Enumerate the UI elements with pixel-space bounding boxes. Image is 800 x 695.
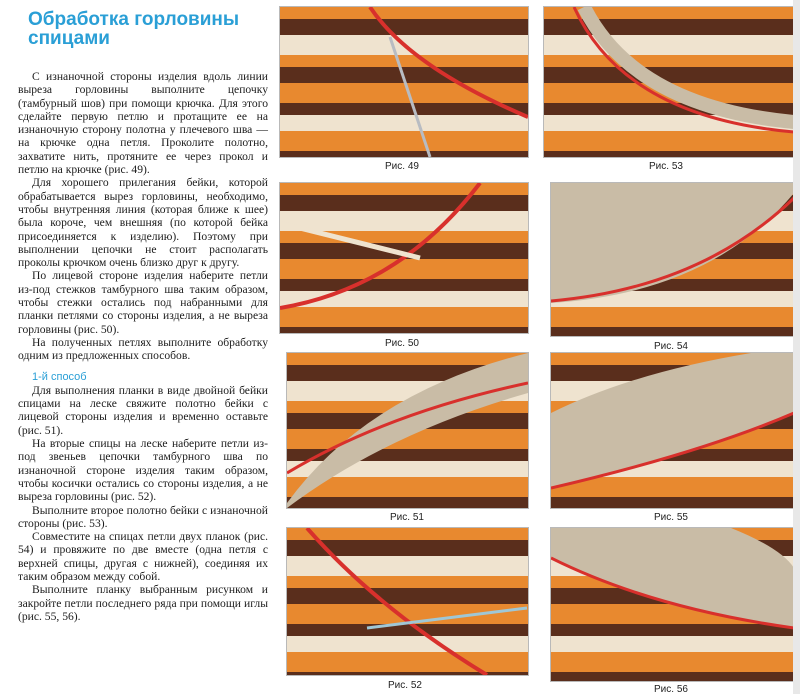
page-edge — [793, 0, 800, 694]
knit-stripe — [280, 115, 528, 131]
article-body — [18, 70, 268, 623]
caption-fig49: Рис. 49 — [385, 161, 419, 172]
knit-stripe — [280, 307, 528, 327]
knit-stripe — [280, 211, 528, 231]
knit-stripe — [280, 259, 528, 279]
knit-stripe — [551, 624, 794, 636]
paragraph: Совместите на спицах петли двух планок (рис. 54) и провяжите по две вместе (одна петля с верхней спицы, другая с нижней), соединяя их таким образом между собой. — [18, 530, 268, 583]
knit-stripe — [544, 151, 794, 157]
knit-stripe — [287, 576, 528, 588]
knit-photo-fig55-svg — [551, 353, 794, 508]
knit-photo-fig50-svg — [280, 183, 528, 333]
photo-fig56 — [550, 527, 795, 682]
knit-stripe — [551, 327, 794, 336]
knit-stripe — [544, 55, 794, 67]
knit-stripe — [280, 7, 528, 19]
knit-stripes — [287, 528, 528, 675]
paragraph: Для хорошего прилегания бейки, которой обрабатывается вырез горловины, необходимо, чтобы внутренняя линия (которая ближе к шее) была короче, чем внешняя (по которой бейка присоединяется к изделию). Поэтому при выполнении цепочки не стоит располагать проколы крючком очень близко друг к другу. — [18, 176, 268, 270]
photo-fig53 — [543, 6, 795, 158]
knit-stripe — [280, 279, 528, 291]
knit-stripe — [551, 497, 794, 508]
knit-stripe — [287, 556, 528, 576]
photo-fig54 — [550, 182, 795, 337]
knit-stripe — [551, 652, 794, 672]
knit-stripe — [551, 307, 794, 327]
knit-stripe — [280, 55, 528, 67]
photo-fig50 — [279, 182, 529, 334]
caption-fig56: Рис. 56 — [654, 684, 688, 695]
photo-fig55 — [550, 352, 795, 509]
knit-stripe — [544, 35, 794, 55]
paragraph: Выполните планку выбранным рисунком и закройте петли последнего ряда при помощи иглы (рис. 55, 56). — [18, 583, 268, 623]
knit-photo-fig54-svg — [551, 183, 794, 336]
knit-stripe — [287, 449, 528, 461]
knit-photo-fig56-svg — [551, 528, 794, 681]
paragraph: На вторые спицы на леске наберите петли из-под звеньев цепочки тамбурного шва по изнаночной стороне изделия таким образом, чтобы косички остались со стороны изделия, а не выреза горловины (рис. 52). — [18, 437, 268, 504]
caption-fig52: Рис. 52 — [388, 680, 422, 691]
photo-fig52 — [286, 527, 529, 676]
knit-stripe — [280, 195, 528, 211]
knit-photo-fig51-svg — [287, 353, 528, 508]
paragraph: На полученных петлях выполните обработку одним из предложенных способов. — [18, 335, 268, 363]
knit-photo-fig53-svg — [544, 7, 794, 157]
paragraph: Для выполнения планки в виде двойной бейки спицами на леске свяжите полотно бейки с лицевой стороны изделия и временно оставьте (рис. 51). — [18, 383, 268, 437]
knit-stripe — [544, 67, 794, 83]
knit-stripe — [287, 528, 528, 540]
article-title: Обработка горловины спицами — [28, 9, 240, 49]
knit-stripe — [287, 652, 528, 672]
knit-stripe — [287, 636, 528, 652]
knit-stripe — [280, 131, 528, 151]
caption-fig53: Рис. 53 — [649, 161, 683, 172]
knit-photo-fig52-svg — [287, 528, 528, 675]
knit-stripe — [280, 19, 528, 35]
caption-fig54: Рис. 54 — [654, 341, 688, 352]
method-heading: 1-й способ — [32, 370, 87, 383]
paragraph: С изнаночной стороны изделия вдоль линии выреза горловины выполните цепочку (тамбурный шов) при помощи крючка. Для этого сделайте первую петлю и протащите ее на изнаночную сторону полотна у плечевого шва — на крючке одна петля. Проколите полотно, захватите нить, протяните ее через прокол и петлю на крючке (рис. 49). — [18, 70, 268, 177]
knit-stripe — [280, 183, 528, 195]
caption-fig50: Рис. 50 — [385, 338, 419, 349]
knit-stripe — [551, 636, 794, 652]
paragraph: Выполните второе полотно бейки с изнаночной стороны (рис. 53). — [18, 503, 268, 530]
knit-stripe — [287, 624, 528, 636]
knit-stripe — [287, 497, 528, 508]
paragraph: По лицевой стороне изделия наберите петли из-под стежков тамбурного шва таким образом, чтобы стежки остались под набранными для планки петлями со стороны изделия, а не выреза горловины (рис. 50). — [18, 269, 268, 336]
text-column — [0, 0, 272, 694]
knit-stripe — [287, 672, 528, 675]
knit-stripe — [287, 588, 528, 604]
knit-stripe — [551, 672, 794, 681]
knit-photo-fig49-svg — [280, 7, 528, 157]
knit-stripe — [544, 131, 794, 151]
photo-fig51 — [286, 352, 529, 509]
caption-fig51: Рис. 51 — [390, 512, 424, 523]
knit-stripe — [280, 327, 528, 333]
caption-fig55: Рис. 55 — [654, 512, 688, 523]
photo-fig49 — [279, 6, 529, 158]
knit-stripe — [280, 103, 528, 115]
knit-stripe — [280, 151, 528, 157]
